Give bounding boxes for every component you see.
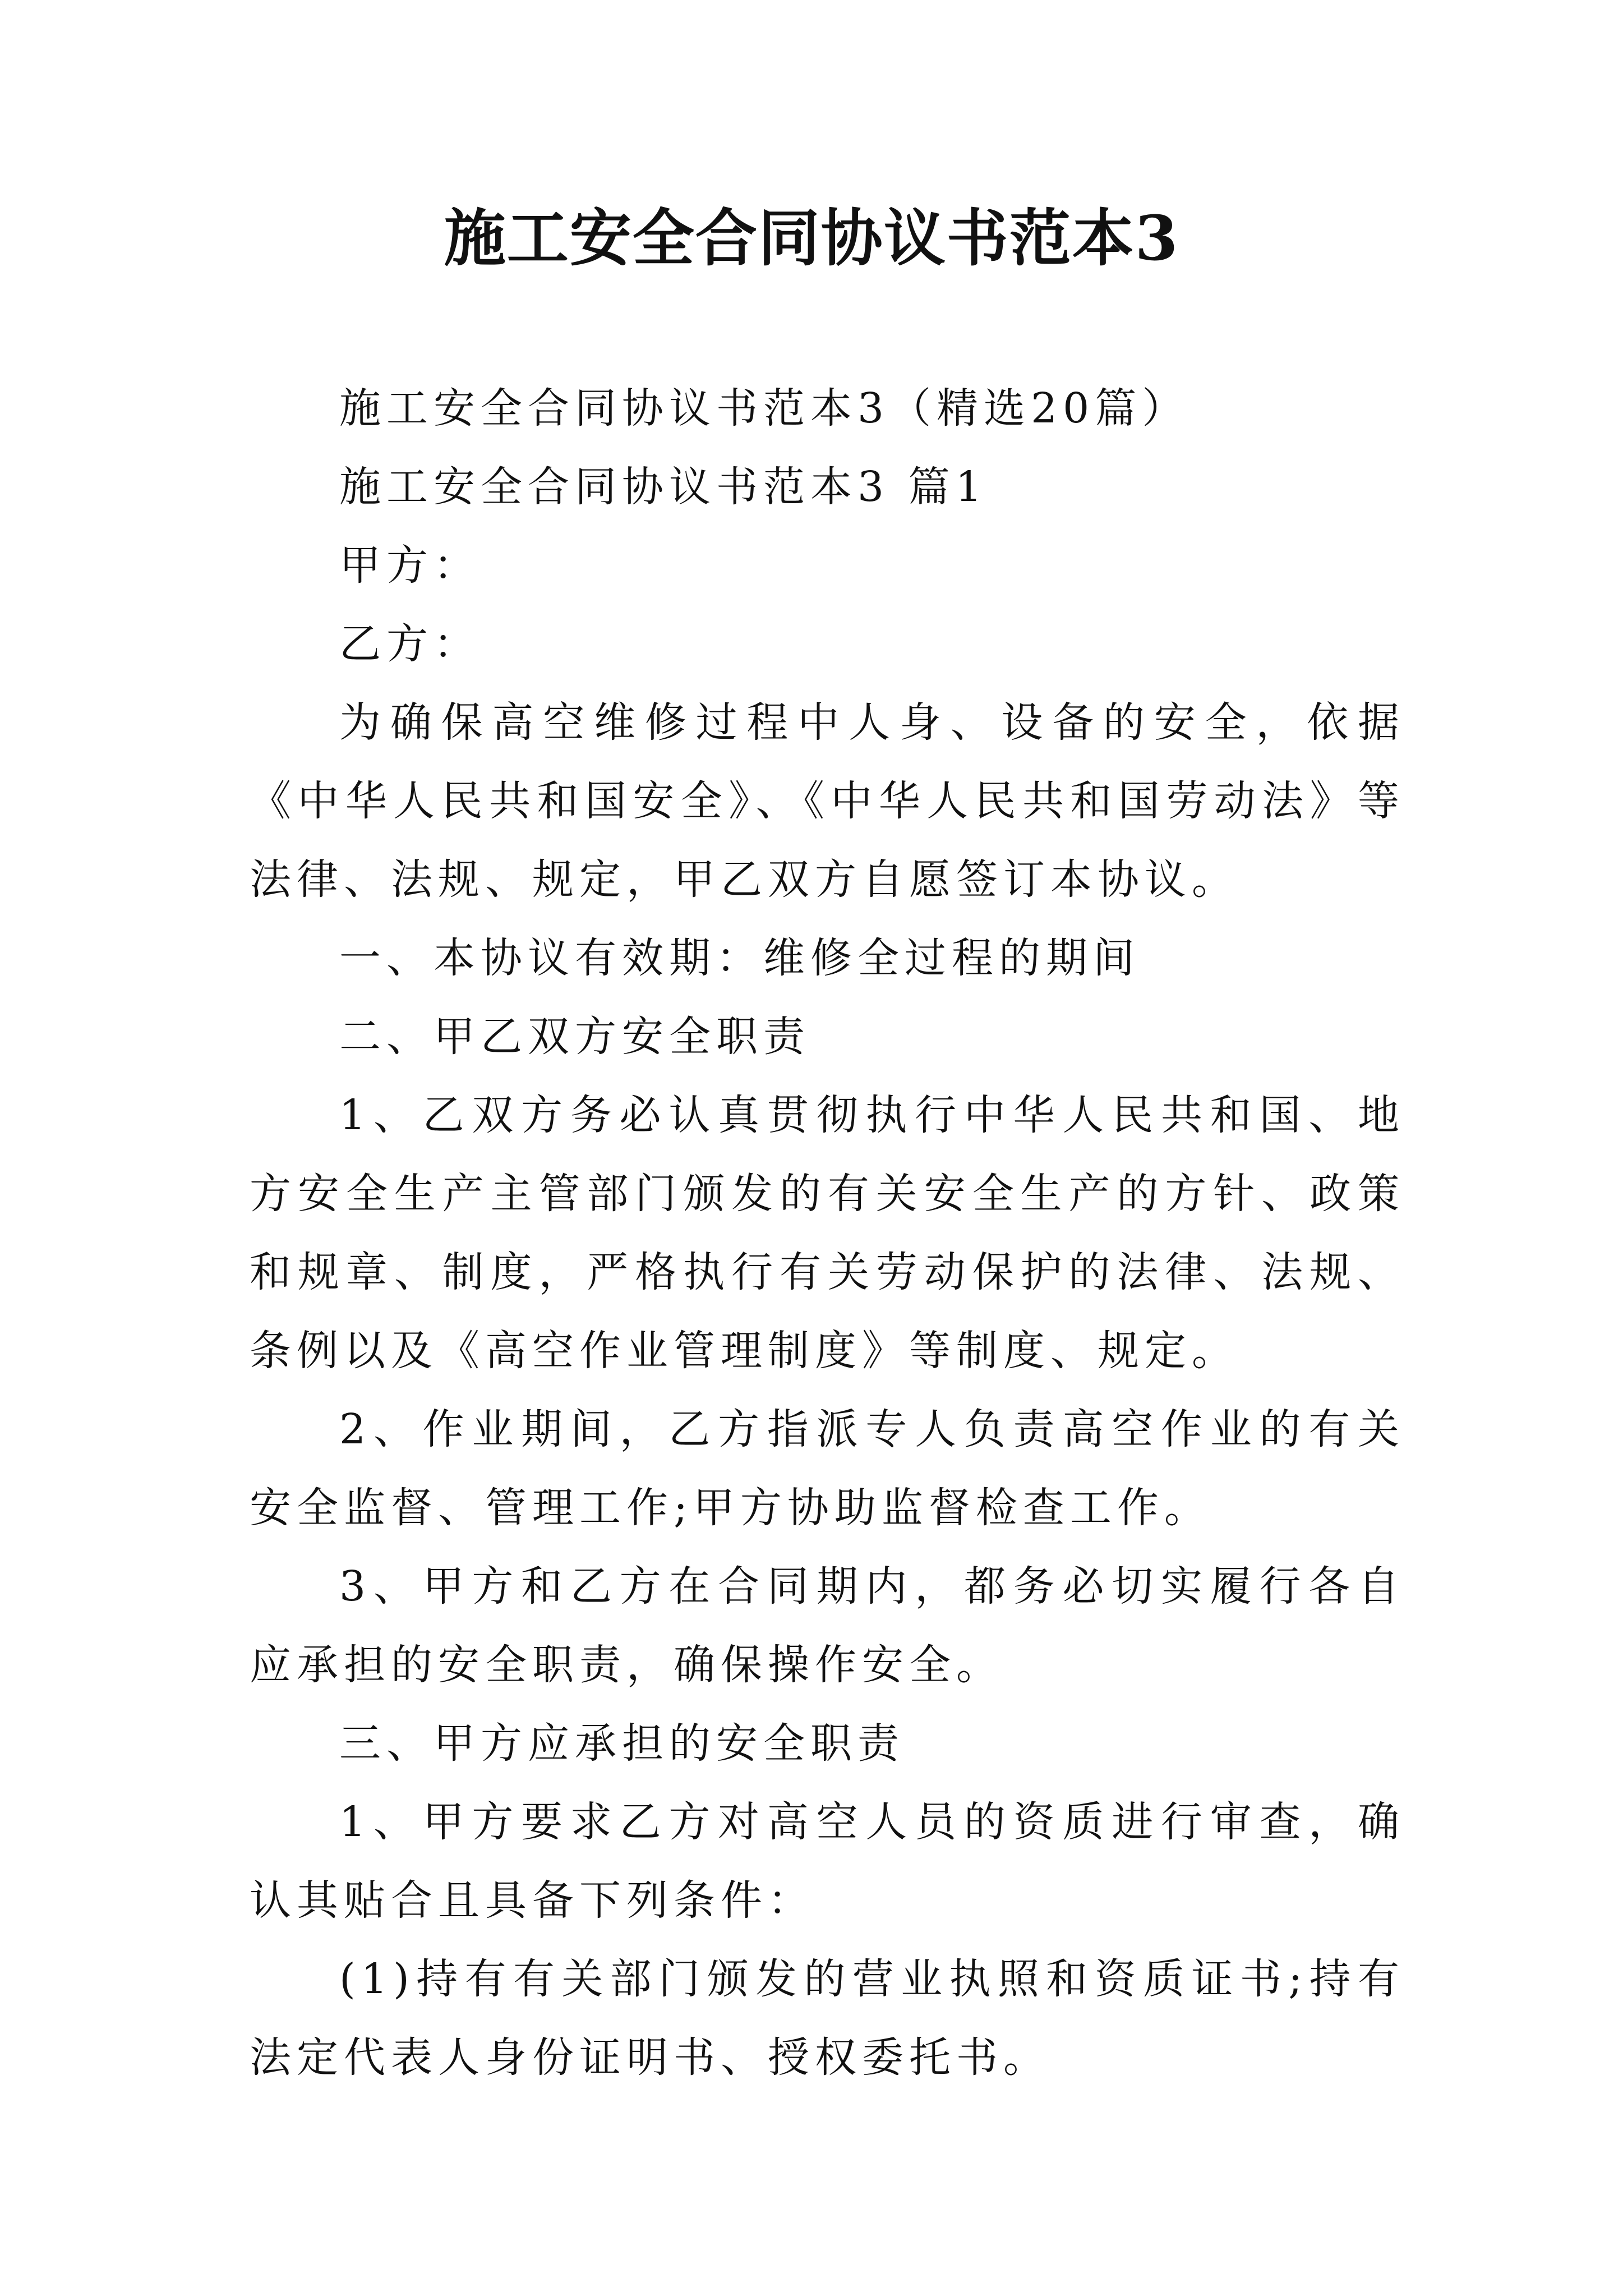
paragraph-item-2-2: 2、作业期间，乙方指派专人负责高空作业的有关安全监督、管理工作;甲方协助监督检查工作。 — [250, 1405, 1405, 1532]
paragraph-section-heading: 施工安全合同协议书范本3 篇1 — [339, 463, 988, 511]
paragraph-item-3-1-a: (1)持有有关部门颁发的营业执照和资质证书;持有法定代表人身份证明书、授权委托书。 — [250, 1955, 1405, 2082]
document-title: 施工安全合同协议书范本3 — [444, 202, 1179, 274]
document-body — [250, 369, 1405, 2097]
paragraph-preamble: 为确保高空维修过程中人身、设备的安全，依据《中华人民共和国安全》、《中华人民共和国劳动法》等法律、法规、规定，甲乙双方自愿签订本协议。 — [250, 698, 1405, 904]
paragraph-clause-2: 二、甲乙双方安全职责 — [339, 1013, 810, 1061]
paragraph-item-2-3: 3、甲方和乙方在合同期内，都务必切实履行各自应承担的安全职责，确保操作安全。 — [250, 1562, 1405, 1689]
paragraph-clause-3: 三、甲方应承担的安全职责 — [339, 1719, 905, 1768]
paragraph-party-a: 甲方： — [339, 541, 481, 590]
paragraph-item-3-1: 1、甲方要求乙方对高空人员的资质进行审查，确认其贴合且具备下列条件： — [250, 1798, 1405, 1925]
paragraph-subtitle: 施工安全合同协议书范本3（精选20篇） — [339, 384, 1189, 432]
paragraph-item-2-1: 1、乙双方务必认真贯彻执行中华人民共和国、地方安全生产主管部门颁发的有关安全生产的方针、政策和规章、制度，严格执行有关劳动保护的法律、法规、条例以及《高空作业管理制度》等制度、规定。 — [250, 1091, 1405, 1375]
paragraph-party-b: 乙方： — [339, 620, 481, 668]
paragraph-clause-1: 一、本协议有效期：维修全过程的期间 — [339, 934, 1140, 982]
